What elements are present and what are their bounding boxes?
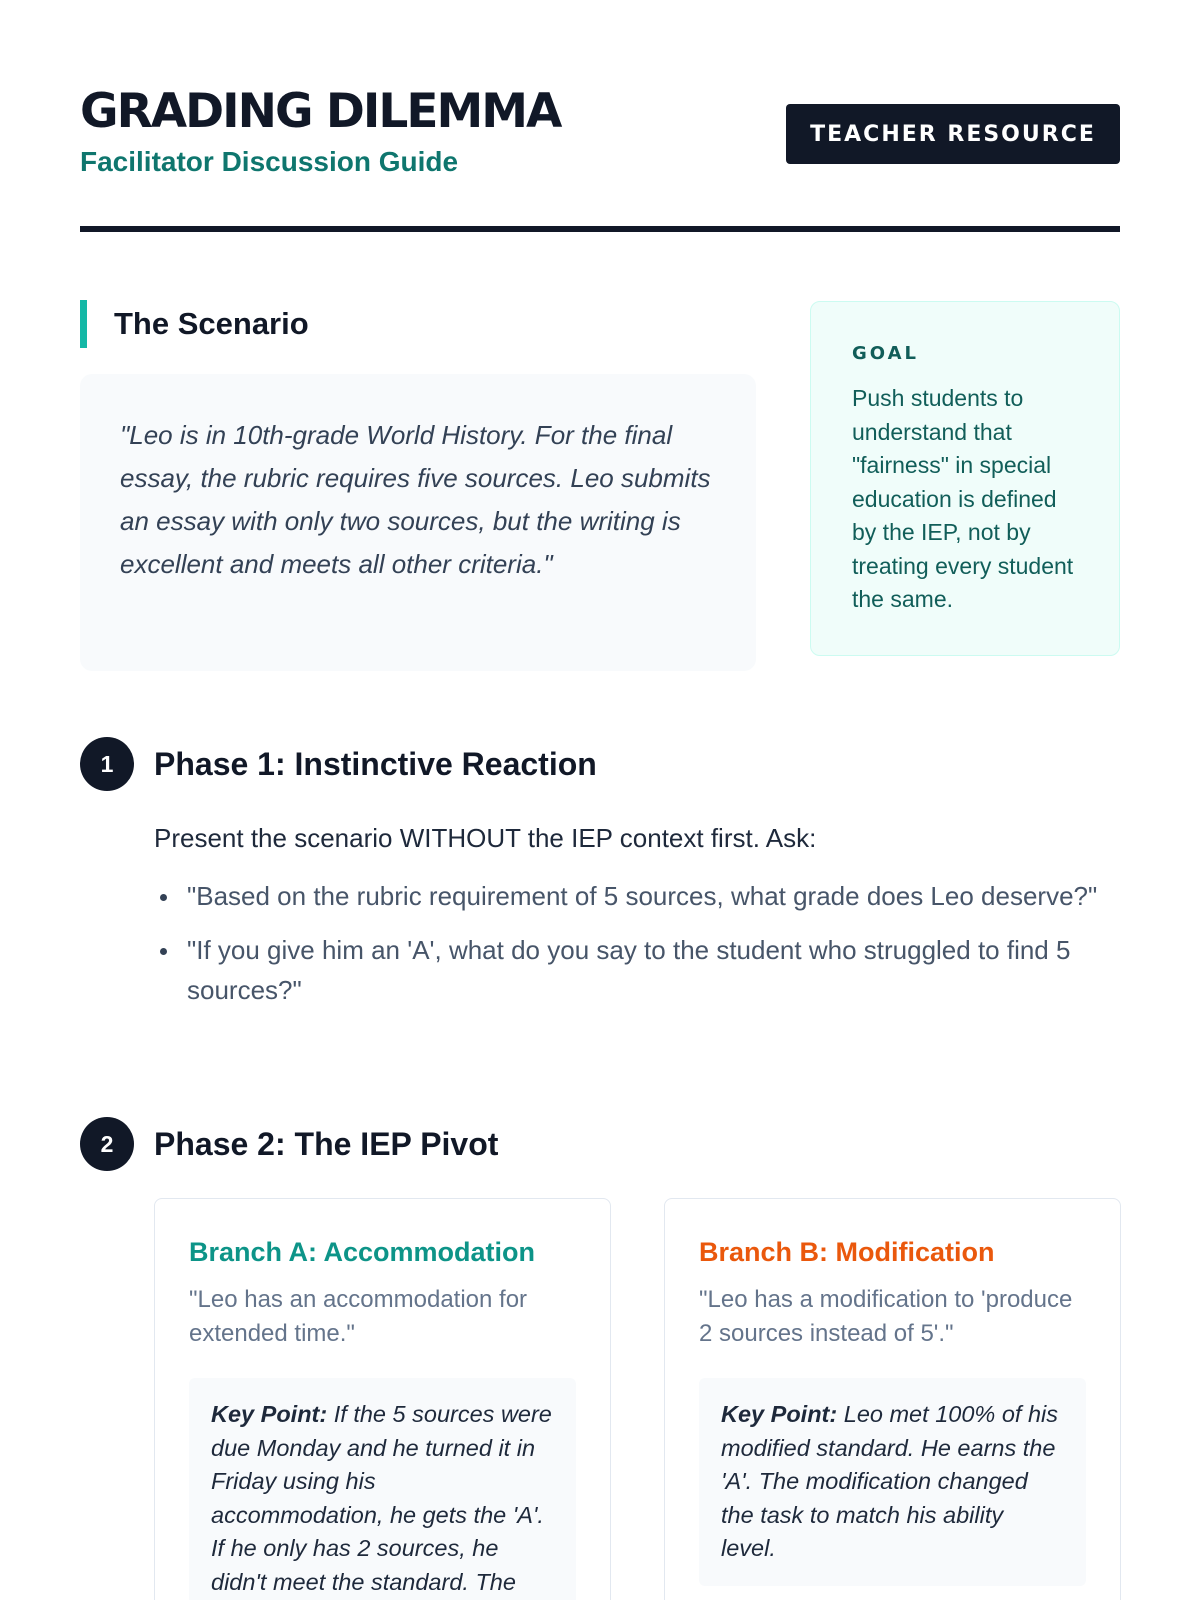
- key-point-text: Leo met 100% of his modified standard. He earns the 'A'. The modification changed the task to match his ability level.: [721, 1401, 1058, 1561]
- phase-2-title: Phase 2: The IEP Pivot: [154, 1126, 499, 1162]
- goal-callout: [810, 301, 1120, 656]
- phase-2-heading: [80, 1117, 1120, 1171]
- question-item: "If you give him an 'A', what do you say to the student who struggled to find 5 sources?": [154, 930, 1120, 1010]
- branch-a-key-point: [189, 1378, 576, 1600]
- goal-text: Push students to understand that "fairness" in special education is defined by the IEP, not by treating every student the same.: [852, 385, 1074, 612]
- teacher-resource-badge: TEACHER RESOURCE: [786, 104, 1120, 164]
- phase-1-body: [154, 820, 1120, 1024]
- branch-b-quote: "Leo has a modification to 'produce 2 sources instead of 5'.": [699, 1286, 1073, 1347]
- phase-1-heading: [80, 737, 1120, 791]
- phase-1-title: Phase 1: Instinctive Reaction: [154, 746, 597, 782]
- section-accent-bar: [80, 300, 87, 348]
- branch-a-title: Branch A: Accommodation: [189, 1237, 536, 1267]
- branch-a-card: [154, 1198, 611, 1600]
- branch-b-title: Branch B: Modification: [699, 1237, 995, 1267]
- page-title: GRADING DILEMMA: [80, 84, 561, 139]
- key-point-text: If the 5 sources were due Monday and he turned it in Friday using his accommodation, he gets the 'A'. If he only has 2 sources, he didn't meet the standard. The: [211, 1401, 552, 1595]
- phase-1-number: 1: [80, 737, 134, 791]
- key-point-label: Key Point:: [721, 1401, 838, 1427]
- phase-1-questions: [154, 876, 1120, 1010]
- header-divider: [80, 226, 1120, 232]
- scenario-title: The Scenario: [114, 306, 309, 341]
- branch-a-quote: "Leo has an accommodation for extended time.": [189, 1286, 528, 1347]
- branch-b-card: [664, 1198, 1121, 1600]
- goal-label: GOAL: [852, 343, 919, 364]
- scenario-quote: "Leo is in 10th-grade World History. For the final essay, the rubric requires five sources. Leo submits an essay with only two sources, but the writing is excellent and meets all other criteria.": [120, 420, 711, 579]
- branch-b-key-point: [699, 1378, 1086, 1586]
- discussion-guide-page: [80, 0, 1120, 1600]
- key-point-label: Key Point:: [211, 1401, 328, 1427]
- question-item: "Based on the rubric requirement of 5 sources, what grade does Leo deserve?": [154, 876, 1120, 916]
- phase-2-number: 2: [80, 1117, 134, 1171]
- page-header: [80, 84, 1120, 234]
- scenario-quote-box: [80, 374, 756, 671]
- phase-1-intro: Present the scenario WITHOUT the IEP context first. Ask:: [154, 823, 817, 853]
- page-subtitle: Facilitator Discussion Guide: [80, 146, 459, 177]
